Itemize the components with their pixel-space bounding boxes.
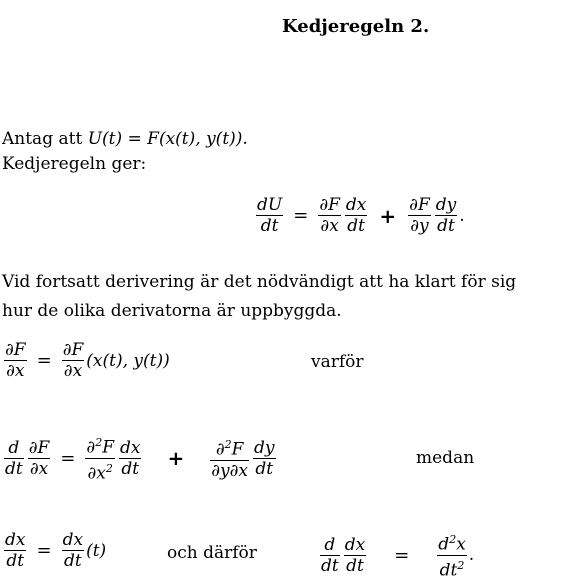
word-medan: medan (416, 448, 475, 468)
fraction-dF-dx-2: $\frac{\partial F}{\partial x}$ (28, 437, 50, 479)
fraction-dF-dy: $\frac{\partial F}{\partial y}$ (409, 195, 430, 236)
acceleration-equation: $\frac{d}{dt}$ $\frac{dx}{dt}$ = $\frac{d^2x}{dt^2}$ . (318, 530, 474, 580)
partial-derivative-equation: $\frac{\partial F}{\partial x}$ = $\frac{\partial F}{\partial x}$ (x(t), y(t)) (5, 340, 170, 381)
fraction-dx-dt: $\frac{dx}{dt}$ (345, 195, 367, 236)
fraction-dF-dx-right: $\frac{\partial F}{\partial x}$ (62, 340, 84, 381)
fraction-dF-dx: $\frac{\partial F}{\partial x}$ (319, 195, 340, 236)
fraction-dx-dt-5: $\frac{dx}{dt}$ (344, 534, 366, 576)
chain-rule-formula: $\frac{dU}{dt}$ = $\frac{\partial F}{\partial x}$ $\frac{dx}{dt}$ + $\frac{\partial F}{\partial y}$ $\frac{dy}{dt}$ . (257, 195, 465, 236)
paragraph-line-1: Vid fortsatt derivering är det nödvändigt att ha klart för sig (2, 272, 517, 292)
fraction-d2F-dydx: $\frac{\partial^2F}{\partial y\partial x}$ (210, 435, 249, 481)
intro-line-1 (2, 127, 248, 151)
fraction-d2x-dt2: $\frac{d^2x}{dt^2}$ (437, 530, 466, 580)
velocity-equation: $\frac{dx}{dt}$ = $\frac{dx}{dt}$ (t) (5, 530, 107, 571)
fraction-dF-dx-left: $\frac{\partial F}{\partial x}$ (5, 340, 26, 381)
page-title: Kedjeregeln 2. (282, 16, 430, 37)
fraction-dx-dt-2: $\frac{dx}{dt}$ (120, 437, 141, 479)
intro-prefix: Antag att (2, 129, 83, 149)
fraction-dU-dt: $\frac{dU}{dt}$ (257, 195, 283, 236)
second-derivative-equation: $\frac{d}{dt}$ $\frac{\partial F}{\partial x}$ = $\frac{\partial^2F}{\partial x^2}$ $\frac{dx}{dt}$ + $\frac{\partial^2F}{\partial y\partial x}$ $\frac{dy}{dt}$ (2, 433, 278, 483)
paragraph-line-2: hur de olika derivatorna är uppbyggda. (2, 301, 342, 321)
intro-line-2: Kedjeregeln ger: (2, 154, 147, 174)
fraction-d2F-dx2: $\frac{\partial^2F}{\partial x^2}$ (85, 433, 115, 483)
fraction-d-dt: $\frac{d}{dt}$ (5, 437, 23, 479)
fraction-d-dt-2: $\frac{d}{dt}$ (321, 534, 339, 576)
fraction-dx-dt-3: $\frac{dx}{dt}$ (5, 530, 26, 571)
word-varfor: varför (311, 352, 364, 372)
word-och-darfor: och därför (167, 543, 257, 563)
fraction-dx-dt-4: $\frac{dx}{dt}$ (62, 530, 84, 571)
fraction-dy-dt: $\frac{dy}{dt}$ (435, 195, 457, 236)
fraction-dy-dt-2: $\frac{dy}{dt}$ (254, 437, 275, 479)
intro-math: U(t) = F(x(t), y(t)). (87, 129, 248, 149)
